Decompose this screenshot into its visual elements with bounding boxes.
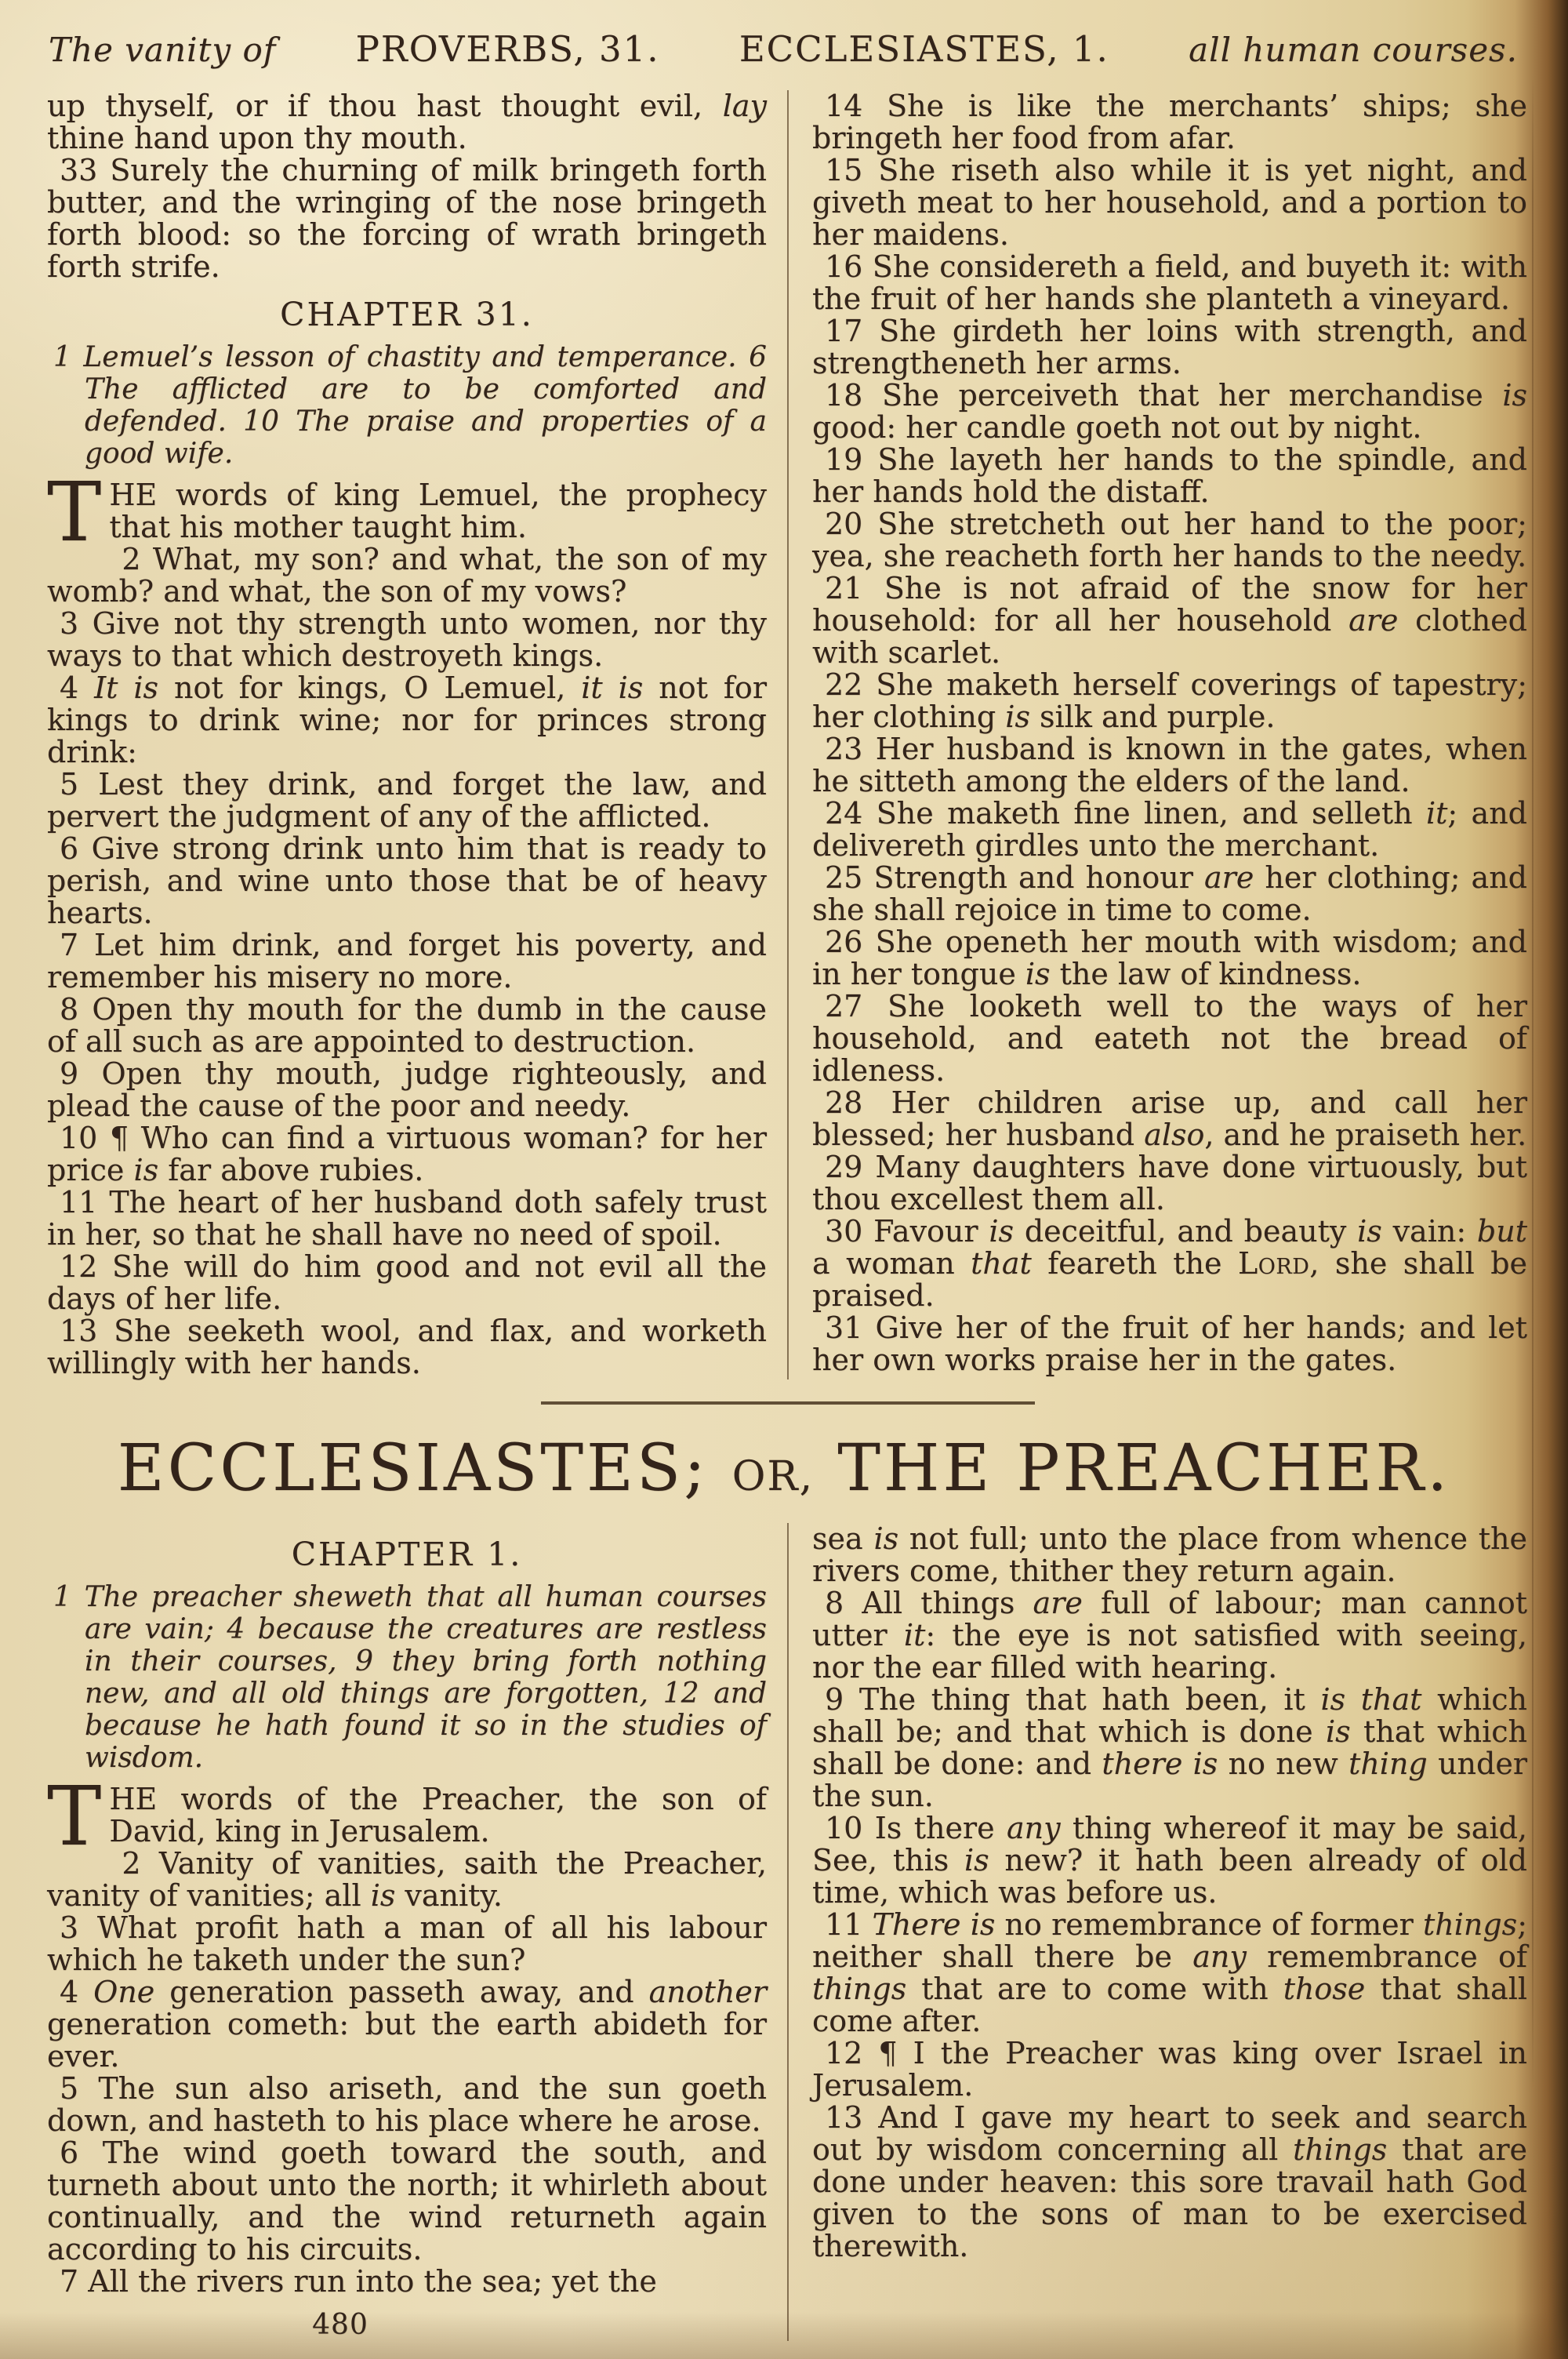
verse-paragraph: 2 What, my son? and what, the son of my womb? and what, the son of my vows? — [47, 542, 767, 609]
verse-paragraph: 2 Vanity of vanities, saith the Preacher, vanity of vanities; all is vanity. — [47, 1846, 767, 1913]
verse-paragraph: 23 Her husband is known in the gates, when he sitteth among the elders of the land. — [812, 732, 1527, 798]
running-head-left-caption: The vanity of — [49, 31, 277, 69]
verse-paragraph — [47, 479, 767, 543]
verse-paragraph: 27 She looketh well to the ways of her household, and eateth not the bread of idleness. — [812, 989, 1527, 1088]
chapter-1-summary: 1 The preacher sheweth that all human courses are vain; 4 because the creatures are restless in their courses, 9 they bring forth nothing new, and all old things are forgotten, 12 and because he hath found it so in the studies of wisdom. — [53, 1581, 767, 1774]
verse-text: HE words of the Preacher, the son of David, king in Jerusalem. — [109, 1782, 767, 1848]
verse-paragraph: 3 Give not thy strength unto women, nor thy ways to that which destroyeth kings. — [47, 606, 767, 673]
ecclesiastes-book-title — [0, 1431, 1568, 1506]
verse-paragraph: 21 She is not afraid of the snow for her household: for all her household are clothed with scarlet. — [812, 571, 1527, 670]
verse-paragraph: up thyself, or if thou hast thought evil, lay thine hand upon thy mouth. — [47, 89, 767, 155]
running-head-right-caption: all human courses. — [1189, 31, 1518, 69]
verse-paragraph: 12 She will do him good and not evil all the days of her life. — [47, 1249, 767, 1316]
verse-paragraph: 5 The sun also ariseth, and the sun goeth down, and hasteth to his place where he arose. — [47, 2071, 767, 2138]
verse-paragraph: sea is not full; unto the place from whence the rivers come, thither they return again. — [812, 1521, 1527, 1588]
verse-paragraph: 20 She stretcheth out her hand to the poor; yea, she reacheth forth her hands to the needy. — [812, 507, 1527, 573]
book-title-or: OR, — [731, 1453, 815, 1500]
verse-paragraph: 6 The wind goeth toward the south, and turneth about unto the north; it whirleth about continually, and the wind returneth again according to his circuits. — [47, 2135, 767, 2266]
verse-paragraph: 11 There is no remembrance of former things; neither shall there be any remembrance of things that are to come with those that shall come after. — [812, 1907, 1527, 2038]
chapter-31-summary: 1 Lemuel’s lesson of chastity and temperance. 6 The afflicted are to be comforted and defended. 10 The praise and properties of a good wife. — [53, 341, 767, 470]
verse-paragraph: 26 She openeth her mouth with wisdom; and in her tongue is the law of kindness. — [812, 925, 1527, 991]
ecclesiastes-left-column — [47, 1523, 787, 2341]
verse-paragraph: 22 She maketh herself coverings of tapestry; her clothing is silk and purple. — [812, 667, 1527, 734]
book-title-main: ECCLESIASTES; — [117, 1431, 709, 1506]
verse-paragraph: 18 She perceiveth that her merchandise is good: her candle goeth not out by night. — [812, 378, 1527, 445]
proverbs-left-column — [47, 90, 787, 1379]
chapter-31-heading: CHAPTER 31. — [280, 296, 534, 333]
verse-paragraph: 5 Lest they drink, and forget the law, and pervert the judgment of any of the afflicted. — [47, 767, 767, 834]
verse-paragraph: 8 Open thy mouth for the dumb in the cause of all such as are appointed to destruction. — [47, 992, 767, 1059]
verse-paragraph — [47, 1783, 767, 1848]
section-divider-rule — [541, 1401, 1035, 1405]
verse-paragraph: 13 She seeketh wool, and flax, and worketh willingly with her hands. — [47, 1314, 767, 1380]
verse-paragraph: 10 ¶ Who can find a virtuous woman? for her price is far above rubies. — [47, 1121, 767, 1187]
verse-paragraph: 17 She girdeth her loins with strength, and strengtheneth her arms. — [812, 314, 1527, 380]
running-head-ecclesiastes-title: ECCLESIASTES, 1. — [739, 28, 1109, 70]
ecclesiastes-left-verses — [47, 1848, 767, 2298]
running-header — [0, 0, 1568, 70]
proverbs-left-verses — [47, 543, 767, 1379]
drop-cap: T — [47, 479, 102, 545]
verse-paragraph: 4 It is not for kings, O Lemuel, it is not for kings to drink wine; nor for princes strong drink: — [47, 671, 767, 769]
verse-paragraph: 7 Let him drink, and forget his poverty, and remember his misery no more. — [47, 928, 767, 994]
verse-paragraph: 8 All things are full of labour; man cannot utter it: the eye is not satisfied with seeing, nor the ear filled with hearing. — [812, 1586, 1528, 1685]
verse-text: HE words of king Lemuel, the prophecy that his mother taught him. — [109, 478, 767, 544]
proverbs-right-verses — [812, 90, 1527, 1376]
verse-paragraph: 15 She riseth also while it is yet night, and giveth meat to her household, and a portion to her maidens. — [812, 153, 1527, 252]
proverbs-right-column — [787, 90, 1527, 1379]
chapter-1-heading: CHAPTER 1. — [291, 1536, 523, 1573]
verse-paragraph: 14 She is like the merchants’ ships; she bringeth her food from afar. — [812, 89, 1527, 155]
verse-paragraph: 10 Is there any thing whereof it may be said, See, this is new? it hath been already of old time, which was before us. — [812, 1811, 1527, 1910]
verse-paragraph: 9 Open thy mouth, judge righteously, and plead the cause of the poor and needy. — [47, 1056, 767, 1123]
verse-paragraph: 13 And I gave my heart to seek and search out by wisdom concerning all things that are done under heaven: this sore travail hath God given to the sons of man to be exercised therewith. — [812, 2100, 1527, 2263]
page-edge-rule — [1532, 75, 1534, 2091]
ecclesiastes-right-verses — [812, 1587, 1527, 2263]
verse-paragraph: 9 The thing that hath been, it is that which shall be; and that which is done is that which shall be done: and there is no new thing under the sun. — [812, 1682, 1528, 1813]
verse-paragraph: 3 What profit hath a man of all his labour which he taketh under the sun? — [47, 1910, 767, 1977]
verse-paragraph: 12 ¶ I the Preacher was king over Israel in Jerusalem. — [812, 2036, 1527, 2103]
proverbs-section — [0, 90, 1568, 1379]
verse-paragraph: 31 Give her of the fruit of her hands; and let her own works praise her in the gates. — [812, 1310, 1527, 1377]
verse-paragraph: 19 She layeth her hands to the spindle, and her hands hold the distaff. — [812, 442, 1527, 509]
running-head-proverbs-title: PROVERBS, 31. — [355, 28, 660, 70]
verse-paragraph: 28 Her children arise up, and call her blessed; her husband also, and he praiseth her. — [812, 1085, 1527, 1152]
page-number: 480 — [312, 2309, 368, 2341]
ecclesiastes-right-column — [787, 1523, 1527, 2341]
verse-paragraph: 7 All the rivers run into the sea; yet the — [60, 2264, 657, 2299]
verse-paragraph: 33 Surely the churning of milk bringeth forth butter, and the wringing of the nose bringeth forth blood: so the forcing of wrath bringeth forth strife. — [47, 153, 767, 284]
verse-paragraph: 29 Many daughters have done virtuously, but thou excellest them all. — [812, 1150, 1527, 1216]
verse-paragraph: 16 She considereth a field, and buyeth it: with the fruit of her hands she planteth a vineyard. — [812, 249, 1527, 316]
book-title-main: THE PREACHER. — [837, 1431, 1451, 1506]
drop-cap: T — [47, 1783, 102, 1849]
ecclesiastes-section — [0, 1523, 1568, 2341]
verse-paragraph: 6 Give strong drink unto him that is ready to perish, and wine unto those that be of heavy hearts. — [47, 831, 767, 930]
verse-paragraph: 11 The heart of her husband doth safely trust in her, so that he shall have no need of spoil. — [47, 1185, 767, 1252]
verse-paragraph: 30 Favour is deceitful, and beauty is vain: but a woman that feareth the Lord, she shall be praised. — [812, 1214, 1528, 1313]
verse-paragraph: 4 One generation passeth away, and another generation cometh: but the earth abideth for ever. — [47, 1975, 767, 2074]
verse-paragraph: 25 Strength and honour are her clothing; and she shall rejoice in time to come. — [812, 860, 1527, 927]
verse-paragraph: 24 She maketh fine linen, and selleth it; and delivereth girdles unto the merchant. — [812, 796, 1527, 863]
